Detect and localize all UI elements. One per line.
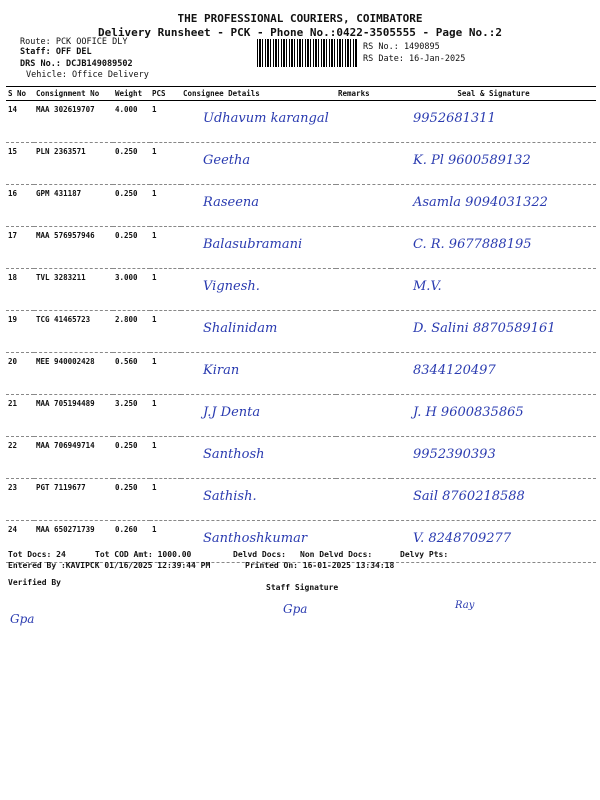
row-consignee-name-cell — [181, 143, 336, 185]
row-remarks-cell — [336, 395, 391, 437]
row-consignee-name-cell — [181, 227, 336, 269]
table-row — [6, 185, 596, 227]
row-pcs-cell — [150, 353, 181, 395]
row-weight: 0.250 — [115, 231, 138, 240]
row-signature-cell — [391, 479, 596, 521]
row-pcs-cell — [150, 269, 181, 311]
row-consignee-name: Vignesh. — [203, 279, 260, 294]
row-consignee-name: Sathish. — [203, 489, 257, 504]
row-signature: D. Salini 8870589161 — [413, 321, 556, 336]
row-consignee-name: Geetha — [203, 153, 251, 168]
delivered-docs: Delvd Docs: — [233, 550, 286, 559]
row-consignee-name: Shalinidam — [203, 321, 278, 336]
col-sno: S No — [6, 87, 34, 101]
row-consignment-no: MAA 302619707 — [36, 105, 95, 114]
row-consignment-no: PGT 7119677 — [36, 483, 86, 492]
row-pcs-cell — [150, 185, 181, 227]
row-signature: 9952681311 — [413, 111, 496, 126]
row-signature-cell — [391, 101, 596, 143]
row-consignee-name: Kiran — [203, 363, 240, 378]
row-sno-cell — [6, 227, 34, 269]
row-signature-cell — [391, 353, 596, 395]
row-pcs: 1 — [152, 105, 157, 114]
row-sno-cell — [6, 395, 34, 437]
row-pcs: 1 — [152, 189, 157, 198]
row-weight: 0.250 — [115, 483, 138, 492]
barcode — [257, 39, 357, 67]
rs-date: RS Date: 16-Jan-2025 — [363, 54, 466, 64]
row-remarks-cell — [336, 185, 391, 227]
table-row — [6, 101, 596, 143]
col-consignee: Consignee Details — [181, 87, 336, 101]
row-sno-cell — [6, 437, 34, 479]
row-pcs: 1 — [152, 441, 157, 450]
col-weight: Weight — [113, 87, 150, 101]
row-remarks-cell — [336, 311, 391, 353]
row-remarks-cell — [336, 437, 391, 479]
row-sno: 20 — [8, 357, 18, 366]
row-consignment-no-cell — [34, 101, 113, 143]
col-remarks: Remarks — [336, 87, 391, 101]
row-signature-cell — [391, 227, 596, 269]
col-consignment: Consignment No — [34, 87, 113, 101]
row-consignment-no: MAA 650271739 — [36, 525, 95, 534]
row-pcs-cell — [150, 227, 181, 269]
row-signature: 9952390393 — [413, 447, 496, 462]
row-pcs: 1 — [152, 273, 157, 282]
extra-signature: Ray — [455, 600, 475, 611]
row-pcs: 1 — [152, 231, 157, 240]
row-signature: K. Pl 9600589132 — [413, 153, 531, 168]
row-signature: 8344120497 — [413, 363, 496, 378]
row-sno-cell — [6, 185, 34, 227]
row-consignee-name: Balasubramani — [203, 237, 303, 252]
row-consignment-no: PLN 2363571 — [36, 147, 86, 156]
table-row — [6, 437, 596, 479]
entered-by: Entered By :KAVIPCK 01/16/2025 12:39:44 PM — [8, 561, 211, 570]
row-remarks-cell — [336, 269, 391, 311]
row-weight: 2.800 — [115, 315, 138, 324]
row-sno-cell — [6, 269, 34, 311]
total-docs: Tot Docs: 24 — [8, 550, 66, 559]
row-consignment-no: MAA 706949714 — [36, 441, 95, 450]
row-sno: 22 — [8, 441, 18, 450]
row-signature: Sail 8760218588 — [413, 489, 525, 504]
row-consignee-name: Santhoshkumar — [203, 531, 308, 546]
rs-number: RS No.: 1490895 — [363, 42, 440, 52]
table-row — [6, 395, 596, 437]
table-row — [6, 269, 596, 311]
row-weight-cell — [113, 185, 150, 227]
row-sno: 24 — [8, 525, 18, 534]
row-consignee-name-cell — [181, 311, 336, 353]
table-row — [6, 143, 596, 185]
row-weight: 0.250 — [115, 147, 138, 156]
row-signature: Asamla 9094031322 — [413, 195, 548, 210]
row-consignment-no-cell — [34, 227, 113, 269]
row-signature-cell — [391, 395, 596, 437]
row-consignee-name-cell — [181, 185, 336, 227]
row-pcs-cell — [150, 311, 181, 353]
row-sno: 15 — [8, 147, 18, 156]
runsheet-table — [6, 86, 596, 563]
row-weight-cell — [113, 437, 150, 479]
row-signature: M.V. — [413, 279, 442, 294]
row-consignment-no-cell — [34, 353, 113, 395]
row-consignment-no: MAA 576957946 — [36, 231, 95, 240]
row-sno-cell — [6, 143, 34, 185]
row-pcs: 1 — [152, 399, 157, 408]
row-consignee-name: Santhosh — [203, 447, 265, 462]
row-remarks-cell — [336, 479, 391, 521]
row-remarks-cell — [336, 101, 391, 143]
row-sno-cell — [6, 101, 34, 143]
vehicle-label: Vehicle: Office Delivery — [26, 70, 149, 80]
row-consignment-no: TCG 41465723 — [36, 315, 91, 324]
row-sno: 23 — [8, 483, 18, 492]
row-weight-cell — [113, 395, 150, 437]
route-label: Route: PCK OOFICE DLY — [20, 37, 128, 47]
non-delivered-docs: Non Delvd Docs: — [300, 550, 373, 559]
row-weight-cell — [113, 269, 150, 311]
row-consignment-no-cell — [34, 143, 113, 185]
row-signature-cell — [391, 437, 596, 479]
row-sno-cell — [6, 479, 34, 521]
row-pcs: 1 — [152, 147, 157, 156]
row-consignment-no-cell — [34, 479, 113, 521]
printed-on: Printed On: 16-01-2025 13:34:18 — [245, 561, 395, 570]
row-consignee-name: Raseena — [203, 195, 260, 210]
row-consignment-no-cell — [34, 437, 113, 479]
row-pcs: 1 — [152, 483, 157, 492]
row-pcs: 1 — [152, 315, 157, 324]
row-consignee-name: Udhavum karangal — [203, 111, 329, 126]
row-sno: 17 — [8, 231, 18, 240]
row-weight: 0.250 — [115, 441, 138, 450]
row-pcs-cell — [150, 479, 181, 521]
row-consignment-no: GPM 431187 — [36, 189, 82, 198]
row-consignee-name-cell — [181, 437, 336, 479]
row-signature-cell — [391, 269, 596, 311]
row-remarks-cell — [336, 353, 391, 395]
col-signature: Seal & Signature — [391, 87, 596, 101]
row-weight-cell — [113, 227, 150, 269]
row-weight-cell — [113, 479, 150, 521]
row-consignment-no: MAA 705194489 — [36, 399, 95, 408]
row-sno: 14 — [8, 105, 18, 114]
row-weight-cell — [113, 101, 150, 143]
delivery-points: Delvy Pts: — [400, 550, 449, 559]
row-weight: 0.560 — [115, 357, 138, 366]
row-signature-cell — [391, 311, 596, 353]
row-consignment-no-cell — [34, 185, 113, 227]
row-weight: 0.250 — [115, 189, 138, 198]
row-consignment-no-cell — [34, 311, 113, 353]
table-row — [6, 227, 596, 269]
row-remarks-cell — [336, 227, 391, 269]
col-pcs: PCS — [150, 87, 181, 101]
row-sno-cell — [6, 311, 34, 353]
row-signature: J. H 9600835865 — [413, 405, 524, 420]
row-weight-cell — [113, 143, 150, 185]
row-consignee-name-cell — [181, 269, 336, 311]
row-sno: 16 — [8, 189, 18, 198]
row-weight-cell — [113, 353, 150, 395]
table-header-row — [6, 87, 596, 101]
row-signature: C. R. 9677888195 — [413, 237, 532, 252]
row-weight: 4.000 — [115, 105, 138, 114]
row-consignee-name-cell — [181, 101, 336, 143]
row-signature: V. 8248709277 — [413, 531, 512, 546]
row-consignment-no: MEE 940002428 — [36, 357, 95, 366]
staff-label: Staff: OFF DEL — [20, 47, 92, 57]
row-pcs-cell — [150, 101, 181, 143]
total-cod: Tot COD Amt: 1000.00 — [95, 550, 192, 559]
row-signature-cell — [391, 143, 596, 185]
row-remarks-cell — [336, 143, 391, 185]
row-weight: 0.260 — [115, 525, 138, 534]
row-consignee-name-cell — [181, 479, 336, 521]
verified-by-label: Verified By — [8, 578, 61, 587]
row-sno: 18 — [8, 273, 18, 282]
company-title: THE PROFESSIONAL COURIERS, COIMBATORE — [177, 12, 423, 25]
row-consignee-name-cell — [181, 353, 336, 395]
row-consignee-name-cell — [181, 395, 336, 437]
row-sno: 19 — [8, 315, 18, 324]
row-pcs-cell — [150, 395, 181, 437]
row-weight-cell — [113, 311, 150, 353]
row-sno-cell — [6, 353, 34, 395]
row-weight: 3.250 — [115, 399, 138, 408]
row-sno: 21 — [8, 399, 18, 408]
row-weight: 3.000 — [115, 273, 138, 282]
table-row — [6, 353, 596, 395]
table-row — [6, 311, 596, 353]
staff-signature-label: Staff Signature — [266, 583, 339, 592]
row-signature-cell — [391, 185, 596, 227]
row-consignment-no-cell — [34, 269, 113, 311]
row-pcs: 1 — [152, 525, 157, 534]
runsheet-subtitle: Delivery Runsheet - PCK - Phone No.:0422-3505555 - Page No.:2 — [98, 26, 502, 39]
verified-signature: Gpa — [10, 612, 35, 626]
row-pcs-cell — [150, 437, 181, 479]
row-consignment-no: TVL 3283211 — [36, 273, 86, 282]
row-pcs: 1 — [152, 357, 157, 366]
table-row — [6, 479, 596, 521]
row-consignment-no-cell — [34, 395, 113, 437]
row-pcs-cell — [150, 143, 181, 185]
drs-number: DRS No.: DCJB149089502 — [20, 59, 133, 69]
staff-signature: Gpa — [283, 602, 308, 616]
row-consignee-name: J.J Denta — [203, 405, 261, 420]
